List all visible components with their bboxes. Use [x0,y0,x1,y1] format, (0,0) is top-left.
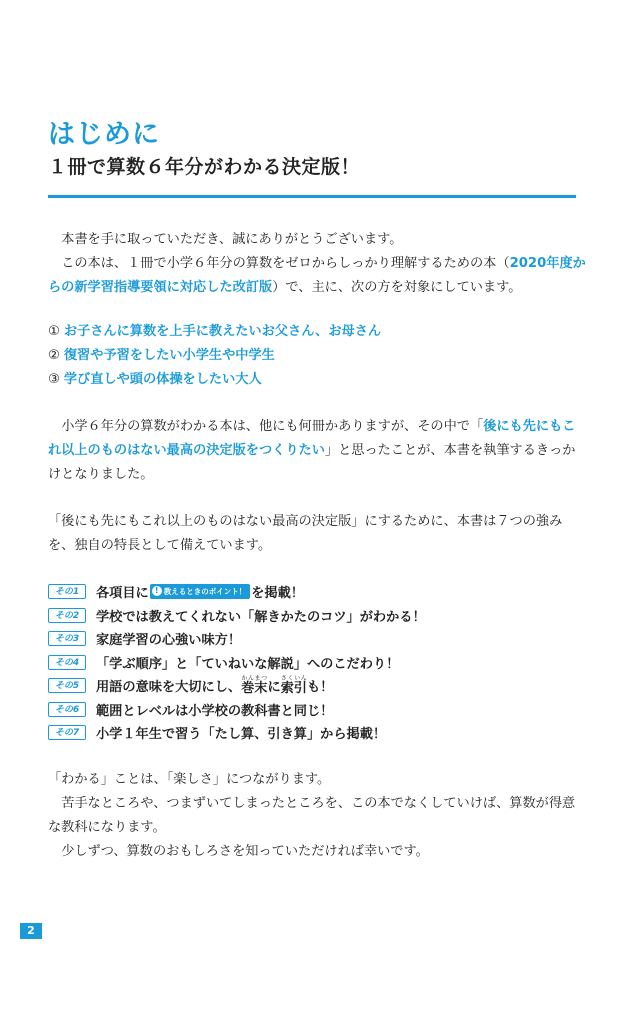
list-number: ① [48,324,60,339]
strength-item-6 [48,698,426,722]
strength-text: 学校では教えてくれない「解きかたのコツ」がわかる！ [96,609,426,625]
strength-tag: その3 [48,631,86,646]
strength-tag: その2 [48,608,86,623]
teaching-point-badge [150,584,251,599]
page-number: 2 [20,923,42,939]
motive-paragraph [48,415,588,487]
list-item [48,344,381,368]
ruby-word [241,675,267,696]
list-item [48,368,381,392]
page-subtitle: １冊で算数６年分がわかる決定版！ [48,156,361,178]
strength-item-4 [48,651,426,675]
intro-text-a: この本は、１冊で小学６年分の算数をゼロからしっかり理解するための本（ [61,256,510,271]
strength-item-2 [48,604,426,628]
strength-text: 範囲とレベルは小学校の教科書と同じ！ [96,703,334,719]
strengths-intro [48,510,588,558]
strength-text: も！ [307,680,334,696]
list-text: お子さんに算数を上手に教えたいお父さん、お母さん [63,324,382,339]
strength-tag: その5 [48,678,86,693]
lightbulb-icon: ! [152,586,162,596]
strength-item-5 [48,674,426,698]
list-item [48,320,381,344]
title-divider [48,195,576,198]
ruby-base: 巻末 [241,681,268,697]
page-title: はじめに [48,119,160,150]
list-text: 復習や予習をしたい小学生や中学生 [63,348,275,363]
strength-text: 用語の意味を大切にし、 [96,680,242,696]
list-number: ② [48,348,60,363]
intro-text-b: ）で、主に、次の方を対象にしています。 [272,280,522,295]
strength-text: 小学１年生で習う「たし算、引き算」から掲載！ [96,727,387,743]
list-text: 学び直しや頭の体操をしたい大人 [63,372,262,387]
intro-highlight: 2020年度からの新学習指導要領に対応した改訂版 [48,256,586,295]
target-audience-list [48,320,381,392]
intro-paragraph-2 [48,252,588,300]
strength-tag: その4 [48,655,86,670]
strength-item-3 [48,627,426,651]
strength-text: 各項目に [96,586,149,602]
badge-label: 教えるときのポイント！ [163,587,247,597]
list-number: ③ [48,372,60,387]
strength-tag: その1 [48,584,86,599]
closing-paragraph-2: 苦手なところや、つまずいてしまったところを、この本でなくしていけば、算数が得意な教科になります。 [48,796,576,835]
ruby-reading: かんまつ [241,675,268,683]
intro-section [48,228,588,300]
ruby-reading: さくいん [280,675,307,683]
strength-item-7 [48,721,426,745]
strength-text: 家庭学習の心強い味方！ [96,633,242,649]
closing-paragraph-1: 「わかる」ことは、「楽しさ」につながります。 [48,772,331,787]
strength-text: を掲載！ [251,586,304,602]
motive-text-b: 」と思ったことが、本書を執筆するきっかけとなりました。 [48,443,576,482]
strength-item-1 [48,580,426,604]
intro-paragraph-1: 本書を手に取っていただき、誠にありがとうございます。 [61,232,403,247]
strength-tag: その6 [48,702,86,717]
motive-highlight: 後にも先にもこれ以上のものはない最高の決定版をつくりたい [48,419,576,458]
strength-text: に [267,680,281,696]
strengths-list [48,580,426,745]
ruby-base: 索引 [280,681,307,697]
strengths-intro-text: 「後にも先にもこれ以上のものはない最高の決定版」にするために、本書は７つの強みを、独自の特長として備えています。 [48,514,563,553]
motive-text-a: 小学６年分の算数がわかる本は、他にも何冊かありますが、その中で「 [61,419,484,434]
strength-tag: その7 [48,725,86,740]
strength-text: 「学ぶ順序」と「ていねいな解説」へのこだわり！ [96,656,400,672]
closing-paragraph-3: 少しずつ、算数のおもしろさを知っていただければ幸いです。 [61,844,429,859]
closing-section [48,768,588,864]
ruby-word [281,675,307,696]
